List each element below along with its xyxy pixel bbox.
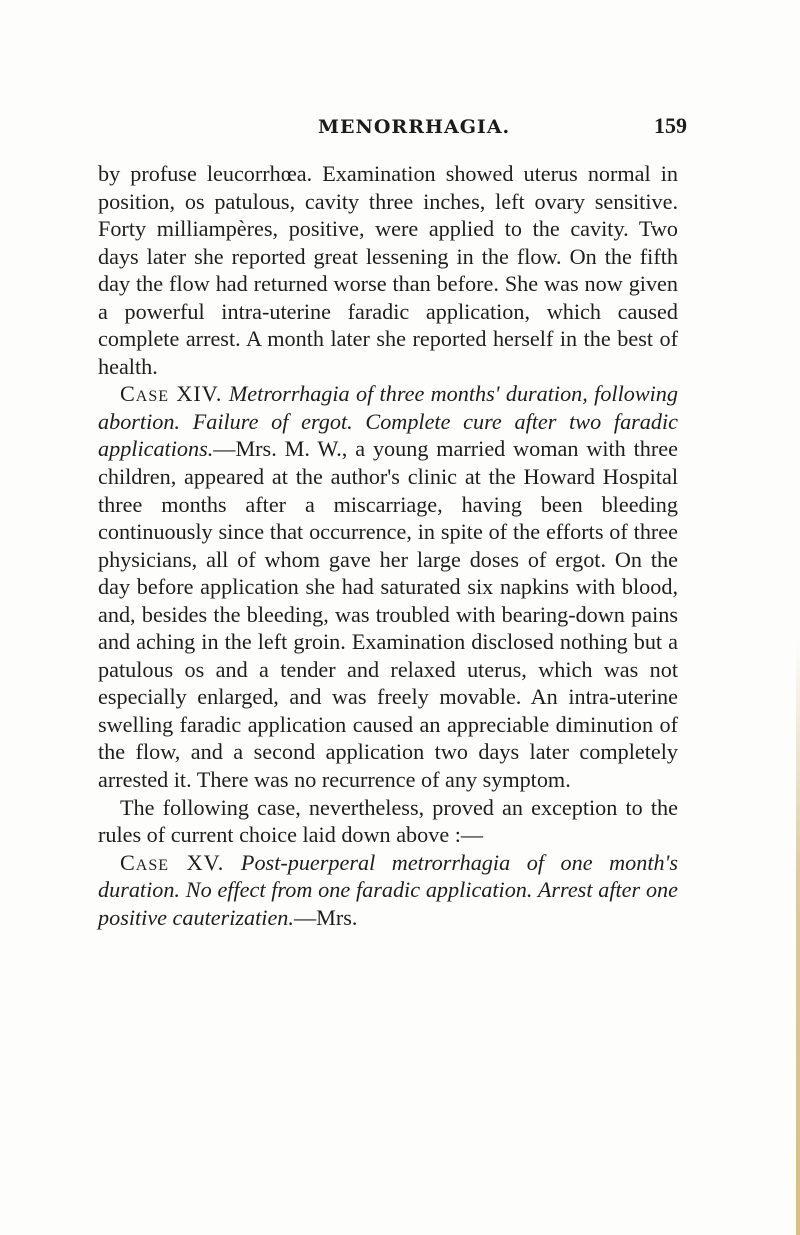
case-heading: Metrorrhagia of three months' duration, following abortion. Failure of ergot. Complete cure after two faradic applications. xyxy=(98,381,678,462)
paragraph-continued xyxy=(98,160,678,380)
case-label: Case XIV. xyxy=(120,381,223,407)
paragraph-text: —Mrs. M. W., a young married woman with three children, appeared at the author's clinic at the Howard Hospital three months after a miscarriage, having been bleeding continuously since that occurrence, in spite of the efforts of three physicians, all of whom gave her large doses of ergot. On the day before application she had saturated six napkins with blood, and, besides the bleeding, was troubled with bearing-down pains and aching in the left groin. Examination disclosed nothing but a patulous os and a tender and relaxed uterus, which was not especially enlarged, and was freely movable. An intra-uterine swelling faradic application caused an appreciable diminution of the flow, and a second application two days later completely arrested it. There was no recurrence of any symptom. xyxy=(98,436,678,793)
paragraph-case-xiv xyxy=(98,380,678,793)
body-text xyxy=(98,160,678,931)
paragraph-text: The following case, nevertheless, proved an exception to the rules of current choice laid down above :— xyxy=(98,794,678,848)
case-label: Case XV. xyxy=(120,849,225,875)
page-edge-discoloration xyxy=(796,640,800,1235)
running-title: MENORRHAGIA. xyxy=(318,116,511,138)
case-heading: Post-puerperal metrorrhagia of one month's duration. No effect from one faradic application. Arrest after one positive cauterizatien. xyxy=(98,849,679,930)
running-head xyxy=(0,113,800,146)
paragraph-case-xv xyxy=(98,849,678,932)
paragraph-text: by profuse leucorrhœa. Examination showed uterus normal in position, os patulous, cavity three inches, left ovary sensitive. Forty milliampères, positive, were applied to the cavity. Two days later she reported great lessening in the flow. On the fifth day the flow had returned worse than before. She was now given a powerful intra-uterine faradic application, which caused complete arrest. A month later she reported herself in the best of health. xyxy=(98,161,678,379)
page-number: 159 xyxy=(654,113,687,138)
paragraph-transition xyxy=(98,794,678,849)
paragraph-text: —Mrs. xyxy=(293,904,358,930)
